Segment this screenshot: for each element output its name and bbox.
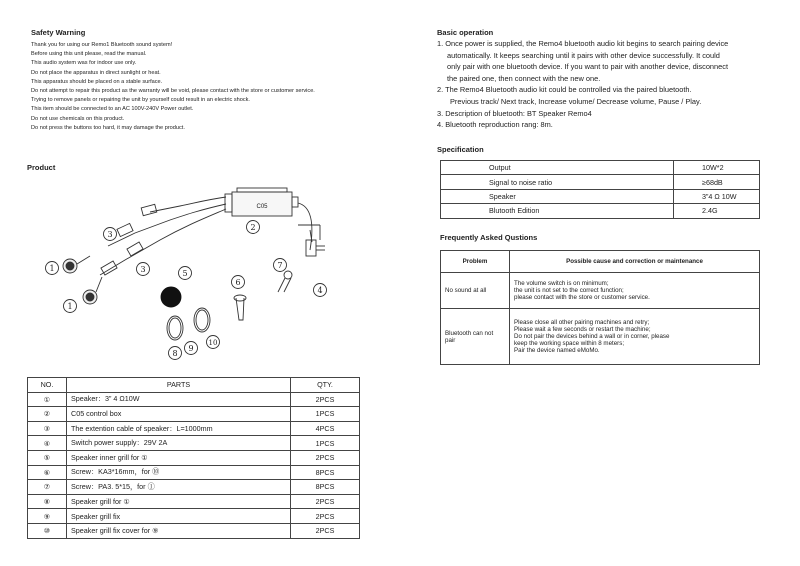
table-cell: 2PCS xyxy=(291,450,360,465)
operation-line: 1. Once power is supplied, the Remo4 bluetooth audio kit begins to search pairing device xyxy=(437,39,729,48)
table-cell: ⑥ xyxy=(28,465,67,480)
table-cell: ⑨ xyxy=(28,509,67,524)
table-cell: 8PCS xyxy=(291,465,360,480)
table-row xyxy=(28,436,360,451)
safety-line: This item should be connected to an AC 100V-240V Power outlet. xyxy=(31,106,194,113)
inner-grill-illustration xyxy=(161,287,181,307)
cable-connectors xyxy=(101,204,157,275)
table-cell: 2PCS xyxy=(291,523,360,538)
safety-line: Do not press the buttons too hard, it may damage the product. xyxy=(31,124,185,131)
table-row xyxy=(28,494,360,509)
callout-10: 10 xyxy=(208,339,218,347)
table-cell: Output xyxy=(441,161,674,175)
operation-line: 4. Bluetooth reproduction rang: 8m. xyxy=(437,120,553,130)
table-cell: 4PCS xyxy=(291,421,360,436)
safety-line: Before using this unit please, read the manual. xyxy=(31,51,147,58)
callout-3: 3 xyxy=(140,265,146,274)
table-cell: 10W*2 xyxy=(674,161,760,175)
column-header: Problem xyxy=(441,251,510,273)
safety-warning-list xyxy=(31,41,411,133)
table-row xyxy=(28,407,360,422)
column-header: QTY. xyxy=(291,378,360,393)
basic-operation-title: Basic operation xyxy=(437,28,494,37)
table-cell: 8PCS xyxy=(291,480,360,495)
table-cell: Speaker grill fix xyxy=(67,509,291,524)
operation-line: Previous track/ Next track, Increase volume/ Decrease volume, Pause / Play. xyxy=(450,96,702,106)
table-cell: The extention cable of speaker：L=1000mm xyxy=(67,421,291,436)
table-row xyxy=(28,480,360,495)
callout-7: 7 xyxy=(277,261,283,270)
safety-line: Trying to remove panels or repairing the unit by yourself could result in an electric shock. xyxy=(31,97,250,104)
table-row xyxy=(441,309,760,365)
table-cell: Screw：PA3. 5*15，for ① xyxy=(67,480,291,495)
table-cell: Speaker xyxy=(441,189,674,203)
callout-5: 5 xyxy=(182,269,188,278)
product-diagram xyxy=(30,180,350,370)
table-cell: 1PCS xyxy=(291,436,360,451)
speaker-illustration xyxy=(83,277,102,304)
operation-line: 2. The Remo4 Bluetooth audio kit could be controlled via the paired bluetooth. xyxy=(437,85,692,95)
cable-line xyxy=(298,203,312,250)
cable-line xyxy=(100,209,226,275)
faq-problem: No sound at all xyxy=(441,273,510,309)
table-header-row xyxy=(28,378,360,393)
table-cell: 3”4 Ω 10W xyxy=(674,189,760,203)
table-cell: ③ xyxy=(28,421,67,436)
table-cell: Speaker：3” 4 Ω10W xyxy=(67,392,291,407)
callout-8: 8 xyxy=(172,349,178,358)
faq-table xyxy=(440,250,760,365)
table-cell: ⑦ xyxy=(28,480,67,495)
table-row xyxy=(441,204,760,218)
operation-line: 3. Description of bluetooth: BT Speaker Remo4 xyxy=(437,108,592,118)
basic-operation-list xyxy=(437,38,782,131)
table-row xyxy=(441,273,760,309)
table-row xyxy=(28,450,360,465)
table-cell: Blutooth Edition xyxy=(441,204,674,218)
screw-illustration xyxy=(278,271,292,292)
callout-4: 4 xyxy=(317,286,323,295)
table-cell: ≥68dB xyxy=(674,175,760,189)
table-cell: ① xyxy=(28,392,67,407)
specification-title: Specification xyxy=(437,145,484,154)
table-header-row xyxy=(441,251,760,273)
table-cell: ⑧ xyxy=(28,494,67,509)
safety-line: Do not attempt to repair this product as the warranty will be void, please contact with the store or customer service. xyxy=(31,88,315,95)
table-row xyxy=(28,465,360,480)
table-cell: 1PCS xyxy=(291,407,360,422)
column-header: PARTS xyxy=(67,378,291,393)
table-row xyxy=(28,421,360,436)
table-cell: C05 control box xyxy=(67,407,291,422)
table-cell: Speaker grill fix cover for ⑨ xyxy=(67,523,291,538)
safety-line: Do not place the apparatus in direct sunlight or heat. xyxy=(31,69,161,76)
safety-line: This audio system was for indoor use only. xyxy=(31,60,137,67)
faq-problem: Bluetooth can not pair xyxy=(441,309,510,365)
product-title: Product xyxy=(27,163,56,172)
column-header: NO. xyxy=(28,378,67,393)
table-row xyxy=(441,189,760,203)
table-cell: ⑩ xyxy=(28,523,67,538)
control-box-illustration xyxy=(225,188,298,216)
safety-warning-title: Safety Warning xyxy=(31,28,86,37)
table-cell: ④ xyxy=(28,436,67,451)
parts-table xyxy=(27,377,360,539)
table-cell: ② xyxy=(28,407,67,422)
operation-line: the paired one, then connect with the new one. xyxy=(447,73,601,83)
callout-9: 9 xyxy=(188,344,194,353)
screw-illustration xyxy=(234,295,246,320)
callout-1: 1 xyxy=(67,302,73,311)
table-row xyxy=(441,175,760,189)
column-header: Possible cause and correction or maintenance xyxy=(510,251,760,273)
table-cell: Screw：KA3*16mm，for ⑩ xyxy=(67,465,291,480)
table-row xyxy=(28,392,360,407)
specification-table xyxy=(440,160,760,219)
safety-line: This apparatus should be placed on a stable surface. xyxy=(31,78,163,85)
table-cell: Speaker inner grill for ① xyxy=(67,450,291,465)
table-row xyxy=(28,523,360,538)
table-cell: Switch power supply：29V 2A xyxy=(67,436,291,451)
table-cell: 2PCS xyxy=(291,392,360,407)
callout-6: 6 xyxy=(235,278,241,287)
table-row xyxy=(441,161,760,175)
table-row xyxy=(28,509,360,524)
faq-title: Frequently Asked Qustions xyxy=(440,233,538,242)
safety-line: Thank you for using our Remo1 Bluetooth sound system! xyxy=(31,42,173,48)
table-cell: ⑤ xyxy=(28,450,67,465)
callout-2: 2 xyxy=(250,223,256,232)
control-box-label: C05 xyxy=(256,204,268,210)
callout-3: 3 xyxy=(107,230,113,239)
faq-solution: Please close all other pairing machines and retry; Please wait a few seconds or restart the machine; Do not pair the devices behind a wall or in corner, please keep the working space within 8 meters; Pair the device named eMoMo. xyxy=(510,309,760,365)
cable-line xyxy=(150,197,226,212)
table-cell: 2PCS xyxy=(291,509,360,524)
safety-line: Do not use chemicals on this product. xyxy=(31,115,125,122)
table-cell: 2.4G xyxy=(674,204,760,218)
table-cell: Signal to noise ratio xyxy=(441,175,674,189)
faq-solution: The volume switch is on minimum; the unit is not set to the correct function; please contact with the store or customer service. xyxy=(510,273,760,309)
callout-1: 1 xyxy=(49,264,55,273)
table-cell: Speaker grill for ① xyxy=(67,494,291,509)
table-cell: 2PCS xyxy=(291,494,360,509)
operation-line: automatically. It keeps searching until it pairs with other device successfully. It could xyxy=(447,50,720,60)
operation-line: only pair with one bluetooth device. If you want to pair with another device, disconnect xyxy=(447,62,729,72)
speaker-illustration xyxy=(63,256,90,273)
